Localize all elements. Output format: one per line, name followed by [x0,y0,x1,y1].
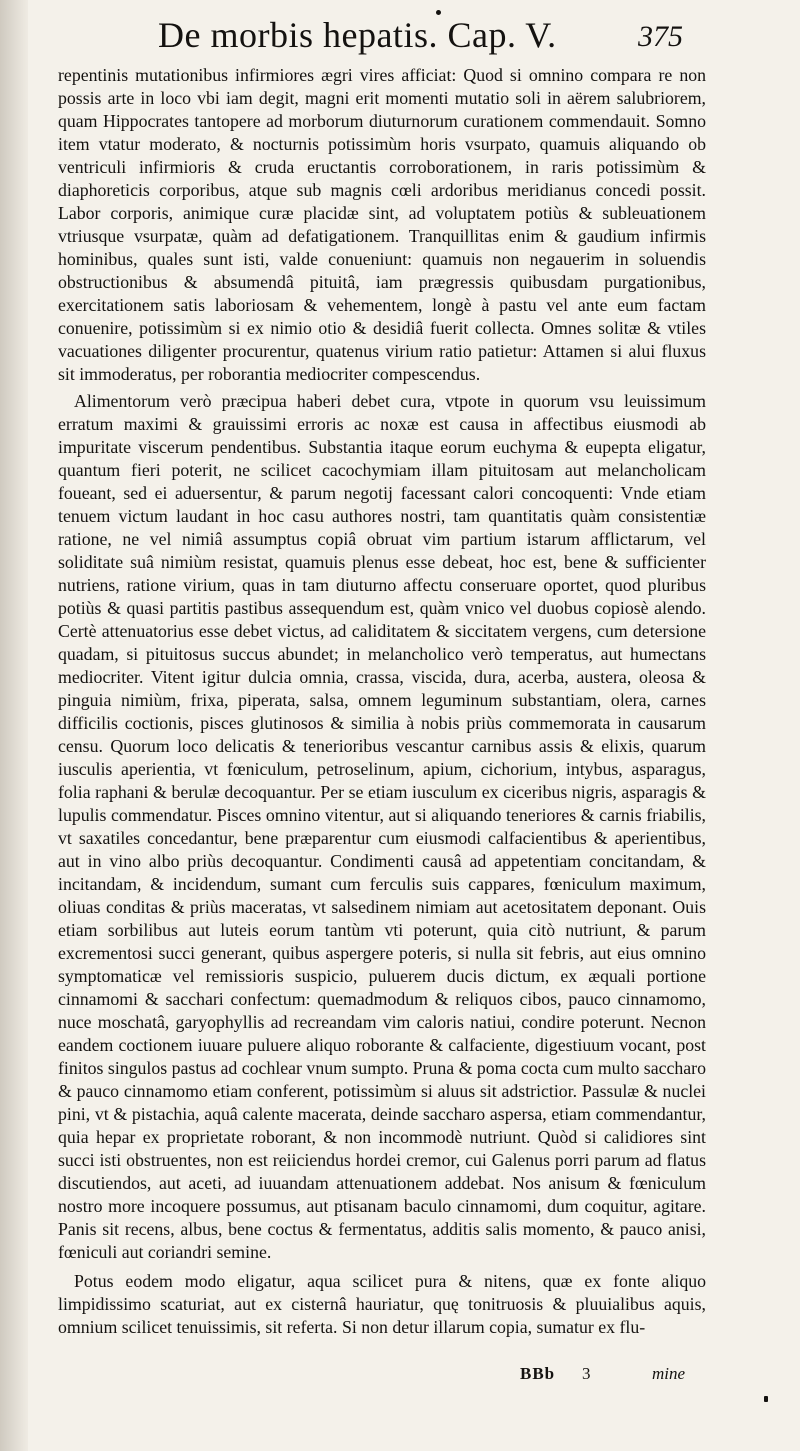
signature-number: 3 [582,1364,591,1383]
ink-speck [764,1396,768,1402]
signature-mark: BBb [520,1364,556,1383]
binding-gutter [0,0,28,1451]
page-footer [520,1364,710,1390]
paragraph-potus: Potus eodem modo eligatur, aqua scilicet pura & nitens, quæ ex fonte aliquo limpidissimo scaturiat, aut ex cisternâ hauriatur, quę tonitruosis & pluuialibus aquis, omnium scilicet tenuissimis, sit referta. Si non detur illarum copia, sumatur ex flu- [58,1271,706,1337]
paragraph-continuation: repentinis mutationibus infirmiores ægri vires afficiat: Quod si omnino compara re non possis arte in loco vbi iam degit, magni erit momenti mutatio soli in aërem salubriorem, quam Hippocrates tantopere ad morborum diuturnorum curationem commendauit. Somno item vtatur moderato, & nocturnis potissimùm horis vsurpato, quamuis aliquando ob ventriculi infirmioris & cruda eructantis corroborationem, in raris potissimùm & diaphoreticis corporibus, atque sub magnis cœli ardoribus meridianus concedi possit. Labor corporis, animique curæ placidæ sint, ad voluptatem potiùs & subleuationem vtriusque vsurpatæ, quàm ad defatigationem. Tranquillitas enim & gaudium infirmis hominibus, quales sunt isti, valde conueniunt: quamuis non negauerim in soluendis obstructionibus & absumendâ pituitâ, iam prægressis quibusdam purgationibus, exercitationem satis laboriosam & vehementem, longè à pastu vel ante eum factam conuenire, potissimùm si ex nimio otio & desidiâ fuerit collecta. Omnes solitæ & vtiles vacuationes diligenter procurentur, quatenus virium ratio patietur: Attamen si alui fluxus sit immoderatus, per roborantia mediocriter compescendus. [58,65,706,384]
page-number: 375 [638,20,683,53]
catchword: mine [652,1364,686,1383]
main-text [58,64,706,1339]
running-title: De morbis hepatis. Cap. V. [158,15,557,55]
page-header [148,10,708,58]
paragraph-alimentorum: Alimentorum verò præcipua haberi debet cura, vtpote in quorum vsu leuissimum erratum maximi & grauissimi erroris ac noxæ est causa in affectibus eiusmodi ab impuritate viscerum pendentibus. Substantia itaque eorum euchyma & eupepta eligatur, quantum fieri poterit, ne scilicet cacochymiam illam pituitosam aut melancholicam foueant, sed ei aduersentur, & parum negotij facessant calori concoquenti: Vnde etiam tenuem victum laudant in hoc casu authores nostri, tam quantitatis quàm consistentiæ ratione, ne vel nimiâ assumptus copiâ obruat vim partium istarum afflictarum, vel soliditate suâ nimiùm resistat, quamuis plenus esse debeat, hoc est, bene & sufficienter nutriens, ratione virium, quas in tam diuturno affectu conseruare oportet, quod pluribus potiùs & quasi partitis pastibus assequendum est, quàm vnico vel duobus copiosè alendo. Certè attenuatorius esse debet victus, ad caliditatem & siccitatem vergens, cum detersione quadam, si pituitosus succus abundet; in melancholico verò temperatus, aut humectans mediocriter. Vitent igitur dulcia omnia, crassa, viscida, dura, acerba, austera, oleosa & pinguia nimiùm, frixa, piperata, salsa, omnem leguminum substantiam, olera, carnes difficilis coctionis, pisces glutinosos & similia à nobis priùs commemorata in causarum censu. Quorum loco delicatis & tenerioribus vescantur carnibus assis & elixis, quarum iusculis aperientia, vt fœniculum, petroselinum, apium, cichorium, intybus, asparagus, folia raphani & berulæ decoquantur. Per se etiam iusculum ex ciceribus nigris, asparagis & lupulis commendatur. Pisces omnino vitentur, aut si aliquando teneriores & carnis friabilis, vt saxatiles concedantur, bene præparentur cum eiusmodi calfacientibus & aperientibus, aut in vino albo priùs decoquantur. Condimenti causâ ad appetentiam concitandam, & incitandam, & incidendum, sumant cum ferculis suis cappares, fœniculum maximum, oliuas conditas & priùs maceratas, vt salsedinem nimiam aut acetositatem deponant. Ouis etiam sorbilibus aut luteis eorum tantùm vti poterunt, quia citò nutriunt, & parum excrementosi succi generant, quibus aspergere poteris, si nulla sit febris, aut eius omnino symptomaticæ vel remissioris suspicio, puluerem ducis dictum, ex æquali portione cinnamomi & sacchari confectum: quemadmodum & reliquos cibos, pauco cinnamomo, nuce moschatâ, garyophyllis ad recreandam vim caloris natiui, condire poterunt. Necnon eandem coctionem iuuare puluere aliquo roborante & calfaciente, digestiuum vocant, post finitos singulos pastus ad cochlear vnum sumpto. Pruna & poma cocta cum multo saccharo & pauco cinnamomo etiam conferent, potissimùm si aluus sit adstrictior. Passulæ & nuclei pini, vt & pistachia, aquâ calente macerata, deinde saccharo aspersa, etiam commendantur, quia hepar ex proprietate roborant, & non incommodè nutriunt. Quòd si calidiores sint succi isti obstruentes, non est reiiciendus hordei cremor, cui Galenus porri parum ad flatus discutiendos, aut aceti, ad iuuandam attenuationem addebat. Nos anisum & fœniculum nostro more incoquere possumus, aut ptisanam baculo cinnamomi, dum coquitur, agitare. Panis sit recens, albus, bene coctus & fermentatus, additis salis momento, & pauco anisi, fœniculi aut coriandri semine. [58,391,706,1262]
